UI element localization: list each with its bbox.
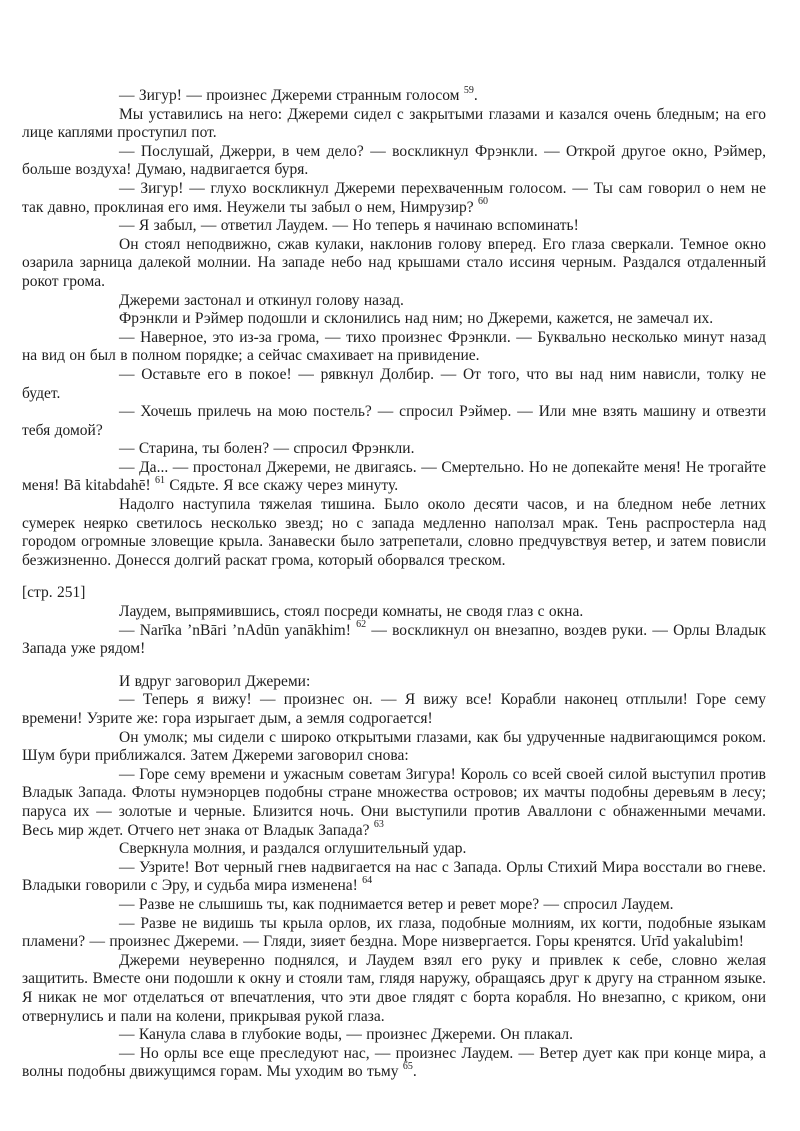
paragraph: — Да... — простонал Джереми, не двигаясь. — Смертельно. Но не допекайте меня! Не трогайте меня! Bā kitabdahē! $^{61}$ Сядьте. Я все скажу через минуту. [22,458,766,495]
footnote-ref: 60 [478,196,488,208]
paragraph: — Я забыл, — ответил Лаудем. — Но теперь я начинаю вспоминать! [119,217,579,235]
paragraph: Джереми неуверенно поднялся, и Лаудем взял его руку и привлек к себе, словно желая защитить. Вместе они подошли к окну и стояли там, глядя наружу, обращаясь друг к другу на странном языке. Я никак не мог отделаться от впечатления, что эти двое глядят с борта корабля. Но внезапно, с криком, они отвернулись и пали на колени, прикрывая рукой глаза. [22,951,766,1025]
footnote-ref: 61 [155,475,166,487]
paragraph: — Канула слава в глубокие воды, — произнес Джереми. Он плакал. [119,1026,573,1044]
paragraph: Он стоял неподвижно, сжав кулаки, наклонив голову вперед. Его глаза сверкали. Темное окно озарила зарница далекой молнии. На западе небо над крышами стало иссиня черным. Раздался отдаленный рокот грома. [22,235,766,290]
page-reference: [стр. 251] [22,584,86,602]
paragraph: Сверкнула молния, и раздался оглушительный удар. [119,840,467,858]
paragraph: Надолго наступила тяжелая тишина. Было около десяти часов, и на бледном небе летних сумерек неярко светилось несколько звезд; но с запада медленно наползал мрак. Тень распростерла над городом огромные зловещие крыла. Занавески было затрепетали, словно предчувствуя ветер, и затем повисли безжизненно. Донесся долгий раскат грома, который оборвался треском. [22,496,766,569]
paragraph: — Но орлы все еще преследуют нас, — произнес Лаудем. — Ветер дует как при конце мира, а волны подобны движущимся горам. Мы уходим во тьму $^{65}$. [22,1044,766,1081]
paragraph: — Узрите! Вот черный гнев надвигается на нас с Запада. Орлы Стихий Мира восстали во гневе. Владыки говорили с Эру, и судьба мира изменена! $^{64}$ [22,858,766,895]
paragraph: — Оставьте его в покое! — рявкнул Долбир. — От того, что вы над ним нависли, толку не будет. [22,365,766,402]
paragraph: И вдруг заговорил Джереми: [119,672,311,690]
footnote-ref: 64 [362,875,373,887]
text-column [22,84,766,1082]
paragraph: — Зигур! — произнес Джереми странным голосом $^{59}$. [119,84,478,104]
footnote-ref: 62 [356,619,367,631]
paragraph: — Наверное, это из-за грома, — тихо произнес Фрэнкли. — Буквально несколько минут назад на вид он был в полном порядке; а сейчас смахивает на привидение. [22,328,766,365]
paragraph: — Теперь я вижу! — произнес он. — Я вижу все! Корабли наконец отплыли! Горе сему времени! Узрите же: гора изрыгает дым, а земля содрогается! [22,691,766,727]
footnote-ref: 65 [402,1061,413,1073]
footnote-ref: 63 [373,819,384,831]
paragraph: — Горе сему времени и ужасным советам Зигура! Король со всей своей силой выступил против Владык Запада. Флоты нумэнорцев подобны стране множества островов; их мачты подобны деревьям в лесу; паруса их — золотые и черные. Близится ночь. Они выступили против Аваллони с обнаженными мечами. Весь мир ждет. Отчего нет знака от Владык Запада? $^{63}$ [22,765,766,839]
paragraph: Он умолк; мы сидели с широко открытыми глазами, как бы удрученные надвигающимся роком. Шум бури приближался. Затем Джереми заговорил снова: [22,728,766,765]
paragraph: — Разве не видишь ты крыла орлов, их глаза, подобные молниям, их когти, подобные языкам пламени? — произнес Джереми. — Гляди, зияет бездна. Море низвергается. Горы кренятся. Urīd yakalubim! [22,914,766,951]
paragraph: — Старина, ты болен? — спросил Фрэнкли. [119,440,415,458]
paragraph: Мы уставились на него: Джереми сидел с закрытыми глазами и казался очень бледным; на его лице каплями проступил пот. [22,105,766,142]
paragraph: Фрэнкли и Рэймер подошли и склонились над ним; но Джереми, кажется, не замечал их. [119,310,714,328]
paragraph: — Послушай, Джерри, в чем дело? — воскликнул Фрэнкли. — Открой другое окно, Рэймер, больше воздуха! Думаю, надвигается буря. [22,142,766,179]
paragraph: Лаудем, выпрямившись, стоял посреди комнаты, не сводя глаз с окна. [119,603,584,621]
paragraph: — Narīka ’nBāri ’nAdūn yanākhim! $^{62}$ — воскликнул он внезапно, воздев руки. — Орлы Владык Запада уже рядом! [22,619,766,658]
paragraph: — Хочешь прилечь на мою постель? — спросил Рэймер. — Или мне взять машину и отвезти тебя домой? [22,403,766,439]
footnote-ref: 59 [463,84,474,96]
paragraph: — Разве не слышишь ты, как поднимается ветер и ревет море? — спросил Лаудем. [119,895,674,913]
paragraph: — Зигур! — глухо воскликнул Джереми перехваченным голосом. — Ты сам говорил о нем не так давно, проклиная его имя. Неужели ты забыл о нем, Нимрузир? $^{60}$ [22,179,766,216]
paragraph: Джереми застонал и откинул голову назад. [119,291,404,309]
